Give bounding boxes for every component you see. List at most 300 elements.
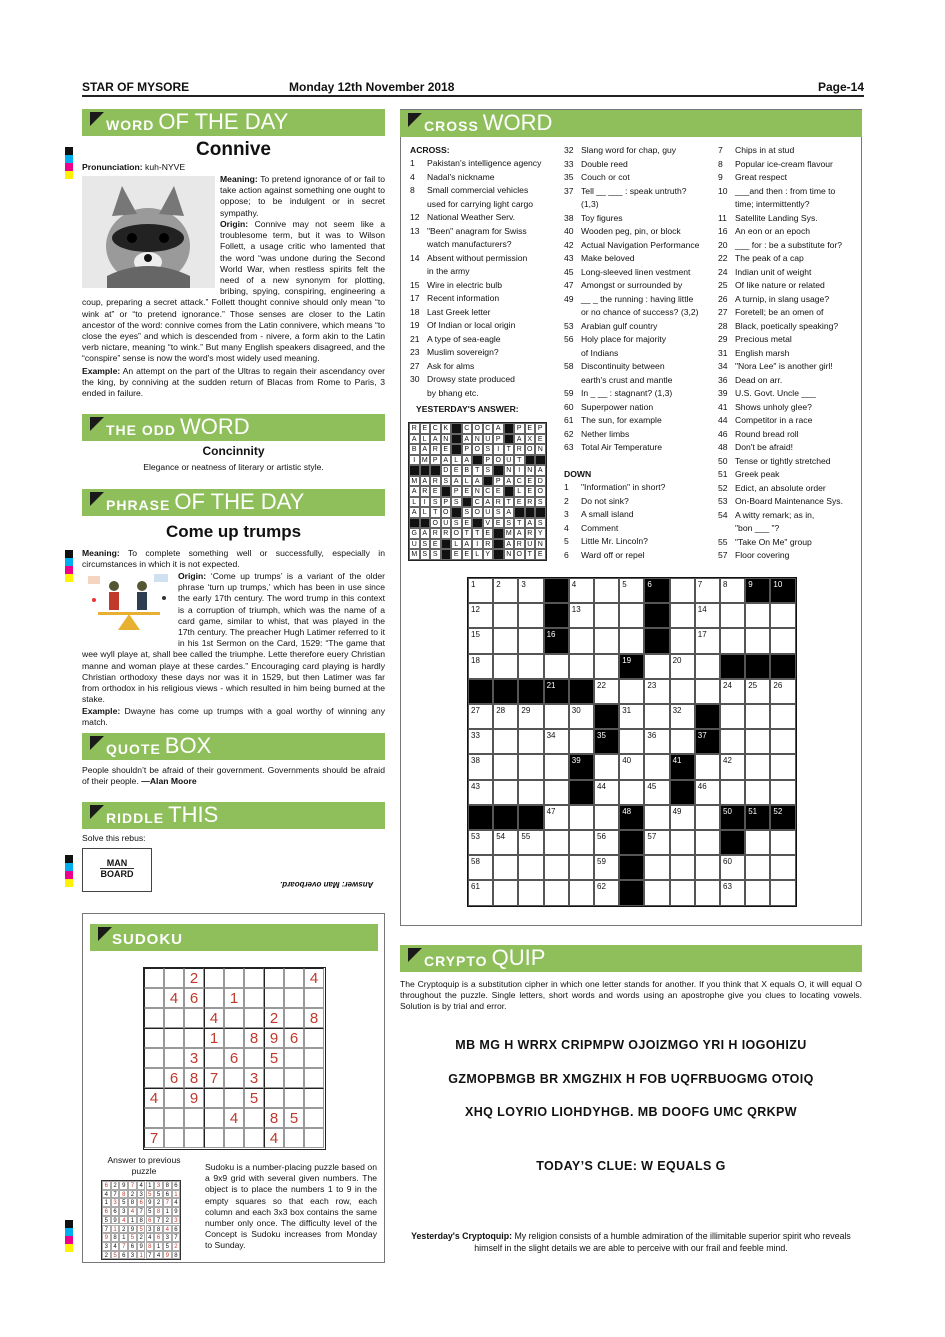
sudoku-cell[interactable] bbox=[184, 1088, 204, 1108]
black-cell bbox=[594, 704, 619, 729]
grid-cell[interactable] bbox=[468, 855, 493, 880]
grid-cell[interactable] bbox=[644, 805, 669, 830]
answer-cell: U bbox=[409, 539, 420, 550]
sudoku-cell[interactable] bbox=[224, 1088, 244, 1108]
sudoku-cell[interactable] bbox=[144, 1088, 164, 1108]
grid-cell[interactable] bbox=[745, 754, 770, 779]
grid-cell[interactable] bbox=[720, 855, 745, 880]
sudoku-cell[interactable] bbox=[184, 988, 204, 1008]
grid-cell[interactable] bbox=[493, 780, 518, 805]
grid-cell[interactable] bbox=[493, 830, 518, 855]
black-cell bbox=[594, 729, 619, 754]
cell-number: 59 bbox=[597, 857, 606, 867]
sudoku-cell[interactable] bbox=[164, 1088, 184, 1108]
grid-cell[interactable] bbox=[468, 628, 493, 653]
grid-cell[interactable] bbox=[644, 780, 669, 805]
sudoku-cell[interactable] bbox=[304, 988, 324, 1008]
grid-cell[interactable] bbox=[720, 729, 745, 754]
grid-cell[interactable] bbox=[594, 780, 619, 805]
grid-cell[interactable] bbox=[468, 780, 493, 805]
answer-cell: D bbox=[535, 476, 546, 487]
grid-cell[interactable] bbox=[745, 880, 770, 905]
grid-cell[interactable] bbox=[644, 855, 669, 880]
clue-row bbox=[410, 238, 560, 252]
grid-cell[interactable] bbox=[569, 880, 594, 905]
grid-cell[interactable] bbox=[518, 704, 543, 729]
answer-cell: P bbox=[483, 455, 494, 466]
answer-cell: E bbox=[451, 549, 462, 560]
sudoku-cell[interactable] bbox=[304, 1048, 324, 1068]
sudoku-cell[interactable] bbox=[144, 1008, 164, 1028]
answer-cell: S bbox=[451, 518, 462, 529]
sudoku-cell[interactable] bbox=[164, 988, 184, 1008]
clue-number: 12 bbox=[410, 212, 420, 222]
grid-cell[interactable] bbox=[518, 855, 543, 880]
grid-cell[interactable] bbox=[544, 654, 569, 679]
clue-row bbox=[718, 441, 860, 455]
grid-cell[interactable] bbox=[544, 805, 569, 830]
sudoku-cell[interactable] bbox=[284, 1048, 304, 1068]
grid-cell[interactable] bbox=[569, 704, 594, 729]
black-cell bbox=[644, 628, 669, 653]
sudoku-cell[interactable] bbox=[284, 1128, 304, 1148]
sudoku-cell[interactable] bbox=[244, 1048, 264, 1068]
grid-cell[interactable] bbox=[619, 679, 644, 704]
cell-number: 30 bbox=[571, 706, 581, 715]
sudoku-cell[interactable] bbox=[244, 1088, 264, 1108]
grid-cell[interactable] bbox=[594, 754, 619, 779]
sudoku-cell[interactable] bbox=[244, 1128, 264, 1148]
grid-cell[interactable] bbox=[493, 754, 518, 779]
grid-cell[interactable] bbox=[518, 830, 543, 855]
sudoku-cell[interactable] bbox=[164, 968, 184, 988]
clue-row bbox=[718, 293, 860, 307]
grid-cell[interactable] bbox=[770, 830, 795, 855]
sudoku-cell[interactable] bbox=[264, 1048, 284, 1068]
sudoku-cell[interactable] bbox=[224, 988, 244, 1008]
grid-cell[interactable] bbox=[695, 830, 720, 855]
grid-cell[interactable] bbox=[670, 704, 695, 729]
answer-cell: L bbox=[409, 497, 420, 508]
grid-cell[interactable] bbox=[695, 603, 720, 628]
grid-cell[interactable] bbox=[670, 628, 695, 653]
clue-number bbox=[564, 306, 581, 320]
cell-number: 9 bbox=[748, 580, 753, 589]
grid-cell[interactable] bbox=[745, 704, 770, 729]
grid-cell[interactable] bbox=[720, 628, 745, 653]
clue-text: Tell __ ___ : speak untruth? bbox=[581, 185, 687, 196]
pronunciation-text: kuh-NYVE bbox=[145, 162, 186, 172]
sudoku-cell[interactable] bbox=[264, 1008, 284, 1028]
sudoku-cell[interactable] bbox=[204, 1008, 224, 1028]
black-cell bbox=[493, 465, 504, 476]
sudoku-cell[interactable] bbox=[284, 1088, 304, 1108]
sudoku-cell[interactable] bbox=[264, 1028, 284, 1048]
grid-cell[interactable] bbox=[770, 679, 795, 704]
sudoku-cell[interactable] bbox=[164, 1128, 184, 1148]
grid-cell[interactable] bbox=[518, 603, 543, 628]
grid-cell[interactable] bbox=[594, 578, 619, 603]
grid-cell[interactable] bbox=[594, 628, 619, 653]
grid-cell[interactable] bbox=[544, 880, 569, 905]
sudoku-cell[interactable] bbox=[204, 1128, 224, 1148]
issue-date: Monday 12th November 2018 bbox=[289, 80, 455, 94]
sudoku-cell[interactable] bbox=[204, 1028, 224, 1048]
grid-cell[interactable] bbox=[770, 729, 795, 754]
grid-cell[interactable] bbox=[518, 754, 543, 779]
grid-cell[interactable] bbox=[670, 805, 695, 830]
sudoku-given: 8 bbox=[309, 1010, 319, 1027]
sudoku-cell[interactable] bbox=[284, 968, 304, 988]
grid-cell[interactable] bbox=[493, 729, 518, 754]
sudoku-cell[interactable] bbox=[264, 1108, 284, 1128]
paper-name: STAR OF MYSORE bbox=[82, 80, 190, 94]
grid-cell[interactable] bbox=[493, 880, 518, 905]
clue-number: 25 bbox=[718, 280, 728, 290]
sudoku-cell[interactable] bbox=[304, 968, 324, 988]
clue-row bbox=[718, 522, 860, 536]
clue-row bbox=[564, 144, 714, 158]
sudoku-cell[interactable] bbox=[284, 1008, 304, 1028]
grid-cell[interactable] bbox=[544, 754, 569, 779]
grid-cell[interactable] bbox=[569, 603, 594, 628]
grid-cell[interactable] bbox=[720, 780, 745, 805]
grid-cell[interactable] bbox=[720, 880, 745, 905]
sudoku-cell[interactable] bbox=[184, 968, 204, 988]
answer-cell: 1 bbox=[137, 1251, 146, 1260]
clue-text: Actual Navigation Performance bbox=[581, 239, 700, 250]
grid-cell[interactable] bbox=[695, 855, 720, 880]
grid-cell[interactable] bbox=[544, 704, 569, 729]
grid-cell[interactable] bbox=[644, 830, 669, 855]
clue-text: Wooden peg, pin, or block bbox=[581, 226, 681, 236]
grid-cell[interactable] bbox=[569, 628, 594, 653]
grid-cell[interactable] bbox=[493, 603, 518, 628]
cell-number: 62 bbox=[597, 882, 606, 892]
grid-cell[interactable] bbox=[619, 754, 644, 779]
clue-row bbox=[410, 387, 560, 401]
cell-number: 13 bbox=[571, 605, 581, 615]
sudoku-cell[interactable] bbox=[164, 1048, 184, 1068]
black-cell bbox=[441, 486, 452, 497]
cryptoquip-line-3: XHQ LOYRIO LIOHDYHGB. MB DOOFG UMC QRKPW bbox=[465, 1105, 797, 1119]
sudoku-cell[interactable] bbox=[224, 1008, 244, 1028]
answer-cell: N bbox=[504, 465, 515, 476]
sudoku-given: 3 bbox=[249, 1070, 259, 1087]
grid-cell[interactable] bbox=[745, 830, 770, 855]
grid-cell[interactable] bbox=[670, 654, 695, 679]
registration-marks bbox=[65, 1220, 73, 1252]
answer-cell: A bbox=[409, 486, 420, 497]
sudoku-cell[interactable] bbox=[304, 1108, 324, 1128]
grid-cell[interactable] bbox=[619, 603, 644, 628]
grid-cell[interactable] bbox=[493, 628, 518, 653]
grid-cell[interactable] bbox=[569, 729, 594, 754]
clue-row bbox=[410, 292, 560, 306]
grid-cell[interactable] bbox=[745, 628, 770, 653]
grid-cell[interactable] bbox=[644, 679, 669, 704]
grid-cell[interactable] bbox=[720, 578, 745, 603]
grid-cell[interactable] bbox=[720, 754, 745, 779]
clue-text: Wire in electric bulb bbox=[427, 279, 502, 290]
grid-cell[interactable] bbox=[468, 830, 493, 855]
sudoku-cell[interactable] bbox=[244, 1028, 264, 1048]
sudoku-cell[interactable] bbox=[244, 1108, 264, 1128]
grid-cell[interactable] bbox=[670, 830, 695, 855]
grid-cell[interactable] bbox=[770, 704, 795, 729]
grid-cell[interactable] bbox=[770, 880, 795, 905]
grid-cell[interactable] bbox=[720, 603, 745, 628]
answer-cell: 5 bbox=[146, 1190, 155, 1199]
grid-cell[interactable] bbox=[468, 704, 493, 729]
quote-banner bbox=[82, 733, 385, 760]
sudoku-cell[interactable] bbox=[164, 1028, 184, 1048]
sudoku-cell[interactable] bbox=[144, 968, 164, 988]
grid-cell[interactable] bbox=[745, 780, 770, 805]
grid-cell[interactable] bbox=[544, 830, 569, 855]
answer-cell: E bbox=[493, 518, 504, 529]
sudoku-cell[interactable] bbox=[304, 1088, 324, 1108]
sudoku-cell[interactable] bbox=[264, 1088, 284, 1108]
clue-text: Small commercial vehicles bbox=[427, 185, 529, 195]
grid-cell[interactable] bbox=[745, 603, 770, 628]
sudoku-cell[interactable] bbox=[244, 968, 264, 988]
grid-cell[interactable] bbox=[695, 628, 720, 653]
sudoku-given: 8 bbox=[249, 1030, 259, 1047]
grid-cell[interactable] bbox=[468, 754, 493, 779]
sudoku-cell[interactable] bbox=[204, 1088, 224, 1108]
sudoku-cell[interactable] bbox=[144, 1068, 164, 1088]
grid-cell[interactable] bbox=[594, 880, 619, 905]
grid-cell[interactable] bbox=[695, 805, 720, 830]
sudoku-cell[interactable] bbox=[224, 1068, 244, 1088]
sudoku-cell[interactable] bbox=[184, 1108, 204, 1128]
grid-cell[interactable] bbox=[569, 855, 594, 880]
sudoku-cell[interactable] bbox=[224, 968, 244, 988]
grid-cell[interactable] bbox=[720, 704, 745, 729]
clue-row bbox=[718, 266, 860, 280]
sudoku-cell[interactable] bbox=[284, 1068, 304, 1088]
sudoku-cell[interactable] bbox=[264, 988, 284, 1008]
black-cell bbox=[569, 679, 594, 704]
sudoku-cell[interactable] bbox=[184, 1128, 204, 1148]
yesterday-answer-grid bbox=[408, 422, 547, 561]
answer-cell: 3 bbox=[128, 1251, 137, 1260]
grid-cell[interactable] bbox=[544, 729, 569, 754]
grid-cell[interactable] bbox=[644, 880, 669, 905]
grid-cell[interactable] bbox=[569, 578, 594, 603]
grid-cell[interactable] bbox=[569, 830, 594, 855]
sudoku-cell[interactable] bbox=[264, 1128, 284, 1148]
grid-cell[interactable] bbox=[518, 880, 543, 905]
grid-cell[interactable] bbox=[594, 855, 619, 880]
clue-number: 59 bbox=[564, 388, 574, 398]
grid-cell[interactable] bbox=[619, 729, 644, 754]
registration-marks bbox=[65, 550, 73, 582]
sudoku-cell[interactable] bbox=[204, 1048, 224, 1068]
grid-cell[interactable] bbox=[569, 654, 594, 679]
answer-cell: U bbox=[504, 455, 515, 466]
grid-cell[interactable] bbox=[745, 679, 770, 704]
grid-cell[interactable] bbox=[493, 654, 518, 679]
sudoku-cell[interactable] bbox=[184, 1048, 204, 1068]
sudoku-cell[interactable] bbox=[164, 1008, 184, 1028]
grid-cell[interactable] bbox=[770, 628, 795, 653]
cell-number: 37 bbox=[697, 731, 707, 741]
black-cell bbox=[720, 654, 745, 679]
grid-cell[interactable] bbox=[594, 603, 619, 628]
clue-text: earth's crust and mantle bbox=[581, 374, 673, 385]
grid-cell[interactable] bbox=[544, 855, 569, 880]
grid-cell[interactable] bbox=[695, 654, 720, 679]
sudoku-cell[interactable] bbox=[284, 1108, 304, 1128]
sudoku-cell[interactable] bbox=[224, 1048, 244, 1068]
sudoku-cell[interactable] bbox=[304, 1028, 324, 1048]
answer-cell: 5 bbox=[128, 1233, 137, 1242]
answer-cell: T bbox=[525, 549, 536, 560]
grid-cell[interactable] bbox=[770, 603, 795, 628]
sudoku-cell[interactable] bbox=[204, 968, 224, 988]
answer-cell: 5 bbox=[102, 1216, 111, 1225]
grid-cell[interactable] bbox=[644, 654, 669, 679]
sudoku-cell[interactable] bbox=[204, 1108, 224, 1128]
sudoku-cell[interactable] bbox=[204, 988, 224, 1008]
sudoku-cell[interactable] bbox=[224, 1108, 244, 1128]
grid-cell[interactable] bbox=[695, 780, 720, 805]
grid-cell[interactable] bbox=[720, 679, 745, 704]
down-heading: DOWN bbox=[564, 469, 592, 479]
label: Yesterday's Cryptoquip: bbox=[411, 1231, 512, 1241]
black-cell bbox=[535, 455, 546, 466]
grid-cell[interactable] bbox=[468, 603, 493, 628]
sudoku-cell[interactable] bbox=[144, 1048, 164, 1068]
grid-cell[interactable] bbox=[619, 704, 644, 729]
grid-cell[interactable] bbox=[770, 855, 795, 880]
grid-cell[interactable] bbox=[518, 628, 543, 653]
grid-cell[interactable] bbox=[770, 754, 795, 779]
black-cell bbox=[472, 455, 483, 466]
sudoku-cell[interactable] bbox=[244, 1008, 264, 1028]
cell-number: 20 bbox=[672, 655, 682, 665]
grid-cell[interactable] bbox=[619, 578, 644, 603]
sudoku-cell[interactable] bbox=[144, 988, 164, 1008]
clue-row bbox=[718, 171, 860, 185]
grid-cell[interactable] bbox=[493, 704, 518, 729]
grid-cell[interactable] bbox=[670, 578, 695, 603]
grid-cell[interactable] bbox=[695, 880, 720, 905]
clue-text: Tense or tightly stretched bbox=[735, 455, 831, 466]
sudoku-cell[interactable] bbox=[164, 1068, 184, 1088]
grid-cell[interactable] bbox=[644, 754, 669, 779]
grid-cell[interactable] bbox=[518, 729, 543, 754]
grid-cell[interactable] bbox=[594, 679, 619, 704]
grid-cell[interactable] bbox=[745, 855, 770, 880]
grid-cell[interactable] bbox=[670, 880, 695, 905]
sudoku-cell[interactable] bbox=[144, 1128, 164, 1148]
banner-large-text: QUIP bbox=[491, 945, 546, 970]
answer-cell: R bbox=[430, 444, 441, 455]
sudoku-cell[interactable] bbox=[244, 988, 264, 1008]
grid-cell[interactable] bbox=[644, 729, 669, 754]
clue-number: 53 bbox=[718, 496, 728, 506]
answer-cell: R bbox=[514, 539, 525, 550]
sudoku-given: 7 bbox=[149, 1130, 159, 1147]
grid-cell[interactable] bbox=[468, 578, 493, 603]
grid-cell[interactable] bbox=[670, 603, 695, 628]
grid-cell[interactable] bbox=[594, 654, 619, 679]
grid-cell[interactable] bbox=[518, 578, 543, 603]
grid-cell[interactable] bbox=[468, 880, 493, 905]
grid-cell[interactable] bbox=[493, 578, 518, 603]
grid-cell[interactable] bbox=[644, 704, 669, 729]
answer-cell: T bbox=[504, 497, 515, 508]
answer-cell: I bbox=[514, 465, 525, 476]
grid-cell[interactable] bbox=[594, 805, 619, 830]
grid-cell[interactable] bbox=[468, 729, 493, 754]
sudoku-cell[interactable] bbox=[164, 1108, 184, 1128]
cell-number: 34 bbox=[546, 731, 556, 741]
clue-row bbox=[718, 536, 860, 550]
sudoku-cell[interactable] bbox=[184, 1028, 204, 1048]
sudoku-cell[interactable] bbox=[224, 1028, 244, 1048]
sudoku-cell[interactable] bbox=[184, 1008, 204, 1028]
grid-cell[interactable] bbox=[745, 729, 770, 754]
sudoku-cell[interactable] bbox=[184, 1068, 204, 1088]
grid-cell[interactable] bbox=[468, 654, 493, 679]
sudoku-cell[interactable] bbox=[204, 1068, 224, 1088]
black-cell bbox=[409, 518, 420, 529]
clue-row bbox=[718, 144, 860, 158]
sudoku-cell[interactable] bbox=[244, 1068, 264, 1088]
sudoku-cell[interactable] bbox=[304, 1068, 324, 1088]
clue-number: 53 bbox=[564, 320, 574, 331]
clue-row bbox=[718, 225, 860, 239]
grid-cell[interactable] bbox=[569, 805, 594, 830]
grid-cell[interactable] bbox=[770, 780, 795, 805]
answer-cell: E bbox=[525, 486, 536, 497]
grid-cell[interactable] bbox=[695, 679, 720, 704]
grid-cell[interactable] bbox=[619, 780, 644, 805]
grid-cell[interactable] bbox=[544, 780, 569, 805]
sudoku-cell[interactable] bbox=[284, 988, 304, 1008]
grid-cell[interactable] bbox=[493, 855, 518, 880]
grid-cell[interactable] bbox=[670, 855, 695, 880]
sudoku-cell[interactable] bbox=[224, 1128, 244, 1148]
grid-cell[interactable] bbox=[670, 729, 695, 754]
answer-cell: 2 bbox=[128, 1190, 137, 1199]
word-of-day-banner bbox=[82, 109, 385, 136]
cell-number: 52 bbox=[773, 806, 783, 816]
grid-cell[interactable] bbox=[518, 654, 543, 679]
grid-cell[interactable] bbox=[695, 578, 720, 603]
clue-row bbox=[410, 157, 560, 171]
sudoku-cell[interactable] bbox=[264, 968, 284, 988]
grid-cell[interactable] bbox=[670, 679, 695, 704]
sudoku-cell[interactable] bbox=[144, 1028, 164, 1048]
grid-cell[interactable] bbox=[594, 830, 619, 855]
answer-cell: 6 bbox=[163, 1190, 172, 1199]
grid-cell[interactable] bbox=[619, 628, 644, 653]
sudoku-cell[interactable] bbox=[144, 1108, 164, 1128]
sudoku-cell[interactable] bbox=[284, 1028, 304, 1048]
grid-cell[interactable] bbox=[695, 754, 720, 779]
grid-cell[interactable] bbox=[518, 780, 543, 805]
sudoku-cell[interactable] bbox=[304, 1128, 324, 1148]
sudoku-cell[interactable] bbox=[264, 1068, 284, 1088]
answer-cell: P bbox=[441, 497, 452, 508]
sudoku-cell[interactable] bbox=[304, 1008, 324, 1028]
cell-number: 50 bbox=[723, 806, 732, 816]
